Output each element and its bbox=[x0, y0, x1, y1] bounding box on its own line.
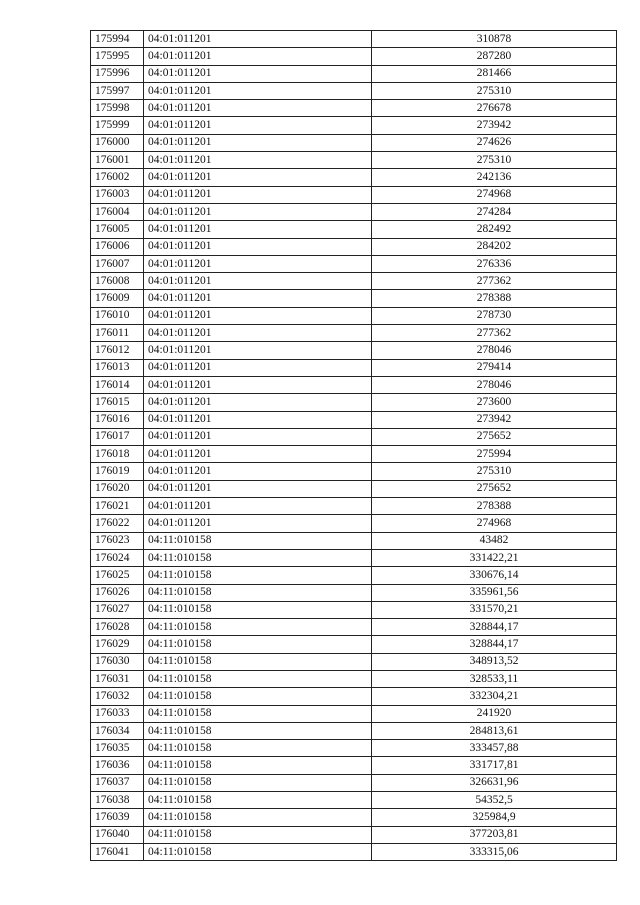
row-id-cell: 176038 bbox=[91, 792, 144, 809]
row-id-cell: 176041 bbox=[91, 843, 144, 860]
cadastral-code-cell: 04:11:010158 bbox=[144, 722, 372, 739]
table-row bbox=[91, 221, 617, 238]
cadastral-code-cell: 04:01:011201 bbox=[144, 325, 372, 342]
table-row bbox=[91, 117, 617, 134]
table-row bbox=[91, 134, 617, 151]
value-cell: 275310 bbox=[372, 152, 617, 169]
row-id-cell: 176016 bbox=[91, 411, 144, 428]
cadastral-code-cell: 04:01:011201 bbox=[144, 394, 372, 411]
value-cell: 331570,21 bbox=[372, 601, 617, 618]
value-cell: 278046 bbox=[372, 376, 617, 393]
cadastral-code-cell: 04:01:011201 bbox=[144, 446, 372, 463]
value-cell: 282492 bbox=[372, 221, 617, 238]
value-cell: 335961,56 bbox=[372, 584, 617, 601]
cadastral-code-cell: 04:01:011201 bbox=[144, 376, 372, 393]
row-id-cell: 176005 bbox=[91, 221, 144, 238]
data-table bbox=[90, 30, 617, 861]
table-body bbox=[91, 31, 617, 861]
cadastral-code-cell: 04:01:011201 bbox=[144, 203, 372, 220]
cadastral-code-cell: 04:01:011201 bbox=[144, 307, 372, 324]
cadastral-code-cell: 04:11:010158 bbox=[144, 792, 372, 809]
cadastral-code-cell: 04:01:011201 bbox=[144, 411, 372, 428]
table-row bbox=[91, 636, 617, 653]
table-row bbox=[91, 376, 617, 393]
table-row bbox=[91, 792, 617, 809]
value-cell: 241920 bbox=[372, 705, 617, 722]
value-cell: 279414 bbox=[372, 359, 617, 376]
value-cell: 276336 bbox=[372, 255, 617, 272]
cadastral-code-cell: 04:01:011201 bbox=[144, 428, 372, 445]
table-row bbox=[91, 584, 617, 601]
row-id-cell: 176008 bbox=[91, 273, 144, 290]
cadastral-code-cell: 04:01:011201 bbox=[144, 117, 372, 134]
cadastral-code-cell: 04:01:011201 bbox=[144, 134, 372, 151]
cadastral-code-cell: 04:01:011201 bbox=[144, 463, 372, 480]
row-id-cell: 176030 bbox=[91, 653, 144, 670]
table-row bbox=[91, 446, 617, 463]
value-cell: 278730 bbox=[372, 307, 617, 324]
table-row bbox=[91, 809, 617, 826]
row-id-cell: 175996 bbox=[91, 65, 144, 82]
cadastral-code-cell: 04:01:011201 bbox=[144, 255, 372, 272]
table-row bbox=[91, 394, 617, 411]
row-id-cell: 176027 bbox=[91, 601, 144, 618]
row-id-cell: 176019 bbox=[91, 463, 144, 480]
cadastral-code-cell: 04:01:011201 bbox=[144, 152, 372, 169]
cadastral-code-cell: 04:01:011201 bbox=[144, 238, 372, 255]
cadastral-code-cell: 04:01:011201 bbox=[144, 31, 372, 48]
row-id-cell: 176034 bbox=[91, 722, 144, 739]
cadastral-code-cell: 04:01:011201 bbox=[144, 221, 372, 238]
row-id-cell: 176035 bbox=[91, 740, 144, 757]
cadastral-code-cell: 04:11:010158 bbox=[144, 601, 372, 618]
row-id-cell: 176028 bbox=[91, 619, 144, 636]
row-id-cell: 176022 bbox=[91, 515, 144, 532]
cadastral-code-cell: 04:11:010158 bbox=[144, 688, 372, 705]
table-row bbox=[91, 653, 617, 670]
table-row bbox=[91, 359, 617, 376]
row-id-cell: 175999 bbox=[91, 117, 144, 134]
table-row bbox=[91, 100, 617, 117]
value-cell: 281466 bbox=[372, 65, 617, 82]
cadastral-code-cell: 04:11:010158 bbox=[144, 740, 372, 757]
cadastral-code-cell: 04:01:011201 bbox=[144, 100, 372, 117]
value-cell: 277362 bbox=[372, 273, 617, 290]
value-cell: 275310 bbox=[372, 82, 617, 99]
value-cell: 275310 bbox=[372, 463, 617, 480]
cadastral-code-cell: 04:01:011201 bbox=[144, 186, 372, 203]
value-cell: 333457,88 bbox=[372, 740, 617, 757]
row-id-cell: 175994 bbox=[91, 31, 144, 48]
value-cell: 332304,21 bbox=[372, 688, 617, 705]
value-cell: 54352,5 bbox=[372, 792, 617, 809]
value-cell: 273942 bbox=[372, 117, 617, 134]
table-row bbox=[91, 325, 617, 342]
value-cell: 330676,14 bbox=[372, 567, 617, 584]
value-cell: 275994 bbox=[372, 446, 617, 463]
table-row bbox=[91, 48, 617, 65]
cadastral-code-cell: 04:11:010158 bbox=[144, 826, 372, 843]
row-id-cell: 176014 bbox=[91, 376, 144, 393]
table-row bbox=[91, 549, 617, 566]
table-row bbox=[91, 722, 617, 739]
cadastral-code-cell: 04:01:011201 bbox=[144, 273, 372, 290]
row-id-cell: 176007 bbox=[91, 255, 144, 272]
table-row bbox=[91, 255, 617, 272]
value-cell: 333315,06 bbox=[372, 843, 617, 860]
cadastral-code-cell: 04:11:010158 bbox=[144, 843, 372, 860]
table-row bbox=[91, 169, 617, 186]
value-cell: 274968 bbox=[372, 515, 617, 532]
row-id-cell: 176004 bbox=[91, 203, 144, 220]
row-id-cell: 176031 bbox=[91, 670, 144, 687]
cadastral-code-cell: 04:11:010158 bbox=[144, 809, 372, 826]
row-id-cell: 176010 bbox=[91, 307, 144, 324]
row-id-cell: 176037 bbox=[91, 774, 144, 791]
cadastral-code-cell: 04:11:010158 bbox=[144, 774, 372, 791]
cadastral-code-cell: 04:11:010158 bbox=[144, 567, 372, 584]
row-id-cell: 176024 bbox=[91, 549, 144, 566]
table-row bbox=[91, 774, 617, 791]
value-cell: 274968 bbox=[372, 186, 617, 203]
row-id-cell: 175998 bbox=[91, 100, 144, 117]
row-id-cell: 176012 bbox=[91, 342, 144, 359]
row-id-cell: 176001 bbox=[91, 152, 144, 169]
table-row bbox=[91, 567, 617, 584]
value-cell: 325984,9 bbox=[372, 809, 617, 826]
cadastral-code-cell: 04:11:010158 bbox=[144, 705, 372, 722]
row-id-cell: 176026 bbox=[91, 584, 144, 601]
value-cell: 275652 bbox=[372, 428, 617, 445]
table-row bbox=[91, 670, 617, 687]
table-row bbox=[91, 65, 617, 82]
value-cell: 43482 bbox=[372, 532, 617, 549]
cadastral-code-cell: 04:01:011201 bbox=[144, 169, 372, 186]
table-row bbox=[91, 238, 617, 255]
cadastral-code-cell: 04:01:011201 bbox=[144, 82, 372, 99]
value-cell: 328533,11 bbox=[372, 670, 617, 687]
value-cell: 377203,81 bbox=[372, 826, 617, 843]
table-row bbox=[91, 619, 617, 636]
row-id-cell: 176021 bbox=[91, 498, 144, 515]
cadastral-code-cell: 04:01:011201 bbox=[144, 48, 372, 65]
value-cell: 284813,61 bbox=[372, 722, 617, 739]
value-cell: 284202 bbox=[372, 238, 617, 255]
cadastral-code-cell: 04:01:011201 bbox=[144, 359, 372, 376]
row-id-cell: 176025 bbox=[91, 567, 144, 584]
row-id-cell: 176032 bbox=[91, 688, 144, 705]
row-id-cell: 176039 bbox=[91, 809, 144, 826]
value-cell: 274626 bbox=[372, 134, 617, 151]
value-cell: 331422,21 bbox=[372, 549, 617, 566]
value-cell: 275652 bbox=[372, 480, 617, 497]
value-cell: 242136 bbox=[372, 169, 617, 186]
row-id-cell: 176015 bbox=[91, 394, 144, 411]
row-id-cell: 176018 bbox=[91, 446, 144, 463]
value-cell: 273600 bbox=[372, 394, 617, 411]
cadastral-code-cell: 04:01:011201 bbox=[144, 498, 372, 515]
table-row bbox=[91, 826, 617, 843]
table-row bbox=[91, 740, 617, 757]
cadastral-code-cell: 04:01:011201 bbox=[144, 515, 372, 532]
table-row bbox=[91, 515, 617, 532]
table-row bbox=[91, 480, 617, 497]
value-cell: 326631,96 bbox=[372, 774, 617, 791]
value-cell: 274284 bbox=[372, 203, 617, 220]
cadastral-code-cell: 04:11:010158 bbox=[144, 757, 372, 774]
value-cell: 310878 bbox=[372, 31, 617, 48]
table-row bbox=[91, 31, 617, 48]
table-row bbox=[91, 428, 617, 445]
row-id-cell: 176013 bbox=[91, 359, 144, 376]
row-id-cell: 176040 bbox=[91, 826, 144, 843]
table-row bbox=[91, 532, 617, 549]
cadastral-code-cell: 04:11:010158 bbox=[144, 549, 372, 566]
row-id-cell: 176002 bbox=[91, 169, 144, 186]
cadastral-code-cell: 04:11:010158 bbox=[144, 636, 372, 653]
table-row bbox=[91, 463, 617, 480]
table-row bbox=[91, 152, 617, 169]
table-row bbox=[91, 705, 617, 722]
table-row bbox=[91, 757, 617, 774]
row-id-cell: 176017 bbox=[91, 428, 144, 445]
row-id-cell: 176000 bbox=[91, 134, 144, 151]
value-cell: 273942 bbox=[372, 411, 617, 428]
value-cell: 331717,81 bbox=[372, 757, 617, 774]
cadastral-code-cell: 04:01:011201 bbox=[144, 290, 372, 307]
row-id-cell: 176033 bbox=[91, 705, 144, 722]
cadastral-code-cell: 04:11:010158 bbox=[144, 653, 372, 670]
value-cell: 287280 bbox=[372, 48, 617, 65]
value-cell: 328844,17 bbox=[372, 636, 617, 653]
table-row bbox=[91, 290, 617, 307]
row-id-cell: 176023 bbox=[91, 532, 144, 549]
table-row bbox=[91, 843, 617, 860]
value-cell: 276678 bbox=[372, 100, 617, 117]
cadastral-code-cell: 04:11:010158 bbox=[144, 584, 372, 601]
table-row bbox=[91, 273, 617, 290]
row-id-cell: 176020 bbox=[91, 480, 144, 497]
table-row bbox=[91, 203, 617, 220]
value-cell: 348913,52 bbox=[372, 653, 617, 670]
cadastral-code-cell: 04:01:011201 bbox=[144, 65, 372, 82]
cadastral-code-cell: 04:01:011201 bbox=[144, 342, 372, 359]
table-row bbox=[91, 82, 617, 99]
row-id-cell: 176006 bbox=[91, 238, 144, 255]
row-id-cell: 176003 bbox=[91, 186, 144, 203]
cadastral-code-cell: 04:01:011201 bbox=[144, 480, 372, 497]
cadastral-code-cell: 04:11:010158 bbox=[144, 619, 372, 636]
row-id-cell: 175995 bbox=[91, 48, 144, 65]
value-cell: 278046 bbox=[372, 342, 617, 359]
table-row bbox=[91, 411, 617, 428]
table-row bbox=[91, 307, 617, 324]
row-id-cell: 176009 bbox=[91, 290, 144, 307]
value-cell: 277362 bbox=[372, 325, 617, 342]
table-row bbox=[91, 498, 617, 515]
row-id-cell: 176029 bbox=[91, 636, 144, 653]
row-id-cell: 176011 bbox=[91, 325, 144, 342]
value-cell: 278388 bbox=[372, 290, 617, 307]
value-cell: 328844,17 bbox=[372, 619, 617, 636]
row-id-cell: 175997 bbox=[91, 82, 144, 99]
table-row bbox=[91, 342, 617, 359]
table-row bbox=[91, 186, 617, 203]
cadastral-code-cell: 04:11:010158 bbox=[144, 532, 372, 549]
cadastral-code-cell: 04:11:010158 bbox=[144, 670, 372, 687]
row-id-cell: 176036 bbox=[91, 757, 144, 774]
value-cell: 278388 bbox=[372, 498, 617, 515]
table-row bbox=[91, 688, 617, 705]
table-row bbox=[91, 601, 617, 618]
